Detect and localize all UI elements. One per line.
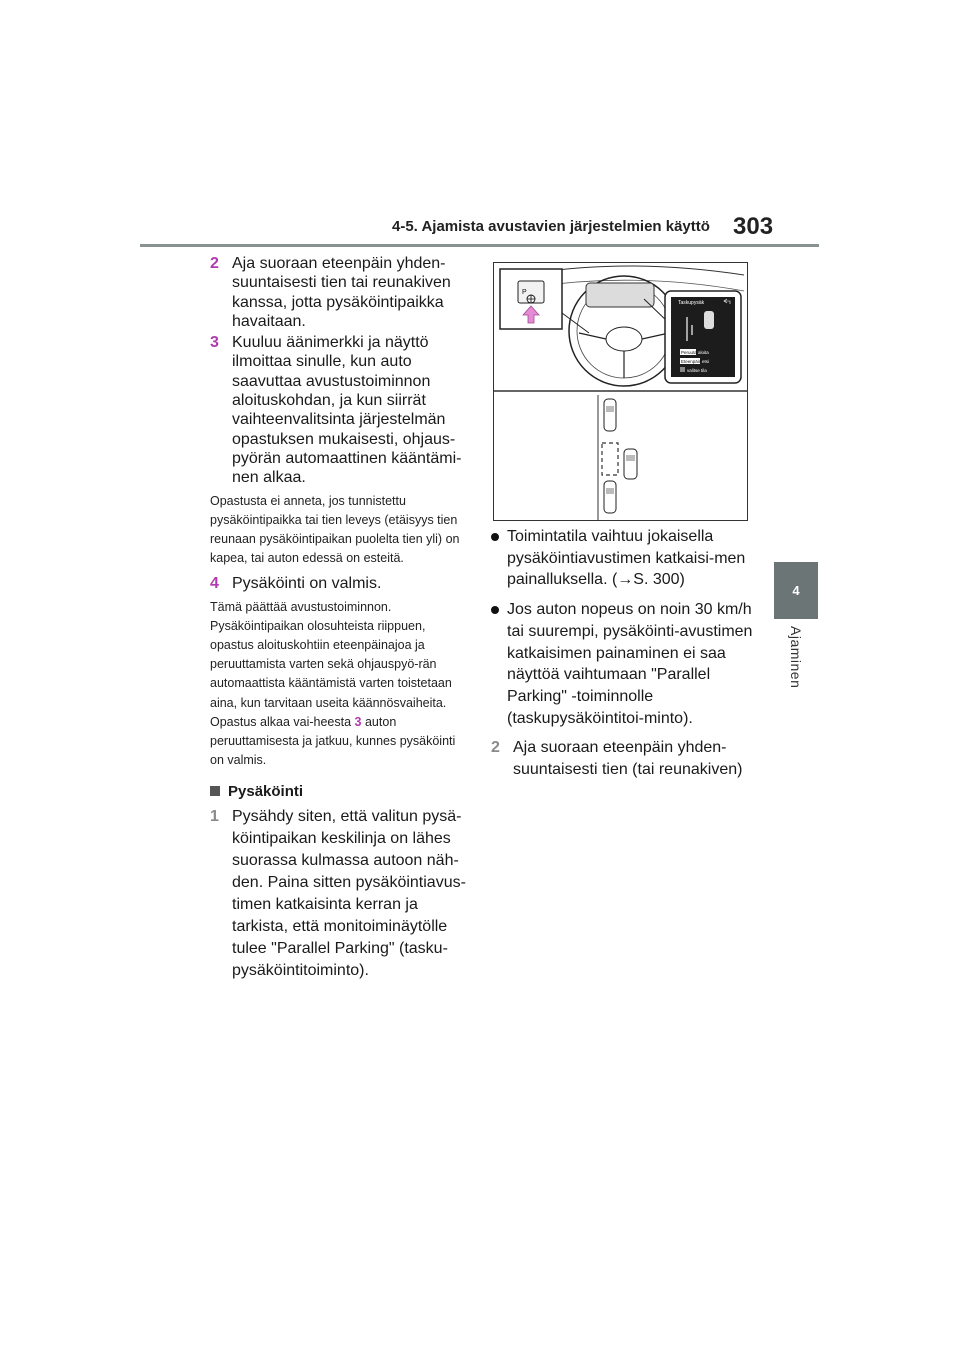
header-title: 4-5. Ajamista avustavien järjestelmien käyttö: [392, 218, 710, 235]
parked-car-icon: [604, 481, 616, 513]
multi-info-display: [671, 297, 735, 377]
screen-line3: valitse tila: [687, 368, 707, 373]
step-number: 1: [210, 807, 219, 825]
parked-car-icon: [604, 399, 616, 431]
dashboard-line: [534, 266, 744, 275]
screen-line1-rest: aloita: [698, 350, 709, 355]
step-text: Pysähdy siten, että valitun pysä-köintipaikan keskilinja on lähes suorassa kulmassa autoon näh-den. Paina sitten pysäköintiavus-timen katkaisinta kerran ja tarkista, että monitoiminäytölle tulee "Parallel Parking" (tasku-pysäköintitoiminto).: [232, 807, 466, 979]
section-title: Pysäköinti: [228, 782, 304, 800]
step-text: Pysäköinti on valmis.: [232, 575, 382, 593]
steering-spokes: [579, 333, 669, 378]
mode-icon: [680, 367, 685, 372]
header-rule: [140, 244, 819, 247]
left-column: [210, 254, 472, 984]
steering-hub: [606, 327, 642, 351]
car-window: [606, 406, 614, 412]
bullet-text: Jos auton nopeus on noin 30 km/h tai suurempi, pysäköinti-avustimen katkaisimen painaminen ei saa näyttöä vaihtumaan "Parallel Parking" -toiminnolle (taskupysäköintitoi-minto).: [507, 601, 753, 727]
right-column: [491, 526, 753, 783]
own-car-icon: [624, 449, 637, 479]
step-4: [210, 574, 472, 593]
page-number: 303: [733, 213, 774, 240]
screen-line2-rest: etsi: [702, 359, 710, 364]
bullet-icon: [491, 526, 507, 591]
step-number: 4: [210, 575, 219, 593]
parking-illustration: [493, 262, 748, 521]
section-heading: [210, 783, 472, 800]
chapter-tab-label: [774, 626, 818, 746]
step-text: Kuuluu äänimerkki ja näyttö ilmoittaa sinulle, kun auto saavuttaa avustustoiminnon aloituskohdan, ja kun siirrät vaihteenvalitsinta järjestelmän opastuksen mukaisesti, ohjaus-pyörän automaattinen kääntämi-nen alkaa.: [232, 334, 462, 487]
chapter-tab-label-text: Ajaminen: [788, 626, 804, 689]
screen-line1-box: Peruuta: [681, 350, 697, 355]
inset-callout-line: [562, 313, 589, 333]
gauge-cluster: [586, 283, 654, 307]
bullet-icon: [491, 599, 507, 729]
parking-space-marker: [602, 443, 618, 475]
own-car-window: [626, 455, 635, 461]
step-number: 2: [491, 739, 500, 757]
screen-line2-box: Eteenpäin: [681, 359, 702, 364]
note-guidance: Opastusta ei anneta, jos tunnistettu pysäköintipaikka tai tien leveys (etäisyys tien reunaan pysäköintipaikan puolelta tien yli) on kapea, tai auton edessä on esteitä.: [210, 493, 460, 566]
step-2-right: [491, 737, 753, 781]
step-2: [210, 254, 472, 331]
step-number: 2: [210, 255, 219, 272]
chapter-tab-number: 4: [774, 562, 818, 619]
step-text: Aja suoraan eteenpäin yhden-suuntaisesti tien (tai reunakiven): [513, 739, 743, 779]
step-number: 3: [210, 334, 219, 352]
bullet-text: Toimintatila vaihtuu jokaisella pysäköintiavustimen katkaisi-men painalluksella. (→S. 300): [507, 528, 746, 589]
step-text: Aja suoraan eteenpäin yhden-suuntaisesti tien tai reunakiven kanssa, jotta pysäköintipaikka havaitaan.: [232, 255, 451, 330]
car-icon: [704, 311, 714, 329]
illustration-svg: [494, 263, 747, 520]
switch-label: P: [522, 289, 527, 296]
section-square-icon: [210, 786, 220, 796]
car-window: [606, 488, 614, 494]
bullet-item: [491, 599, 753, 729]
note-completion: [210, 598, 472, 771]
screen-title: Taskupysäk: [678, 300, 705, 306]
step-1: [210, 806, 472, 982]
note-text-before: Tämä päättää avustustoiminnon. Pysäköintipaikan olosuhteista riippuen, opastus aloituskohtiin eteenpäinajoa ja peruuttamista varten sekä ohjauspyö-rän automaattista kääntämistä varten toistetaan aina, kun tarvitaan useita käännösvaiheita. Opastus alkaa vai-heesta: [210, 599, 452, 729]
bullet-item: [491, 526, 753, 591]
step-reference: 3: [354, 714, 362, 729]
step-3: [210, 333, 472, 487]
note-text-after: auton peruuttamisesta ja jatkuu, kunnes pysäköinti on valmis.: [210, 714, 456, 768]
